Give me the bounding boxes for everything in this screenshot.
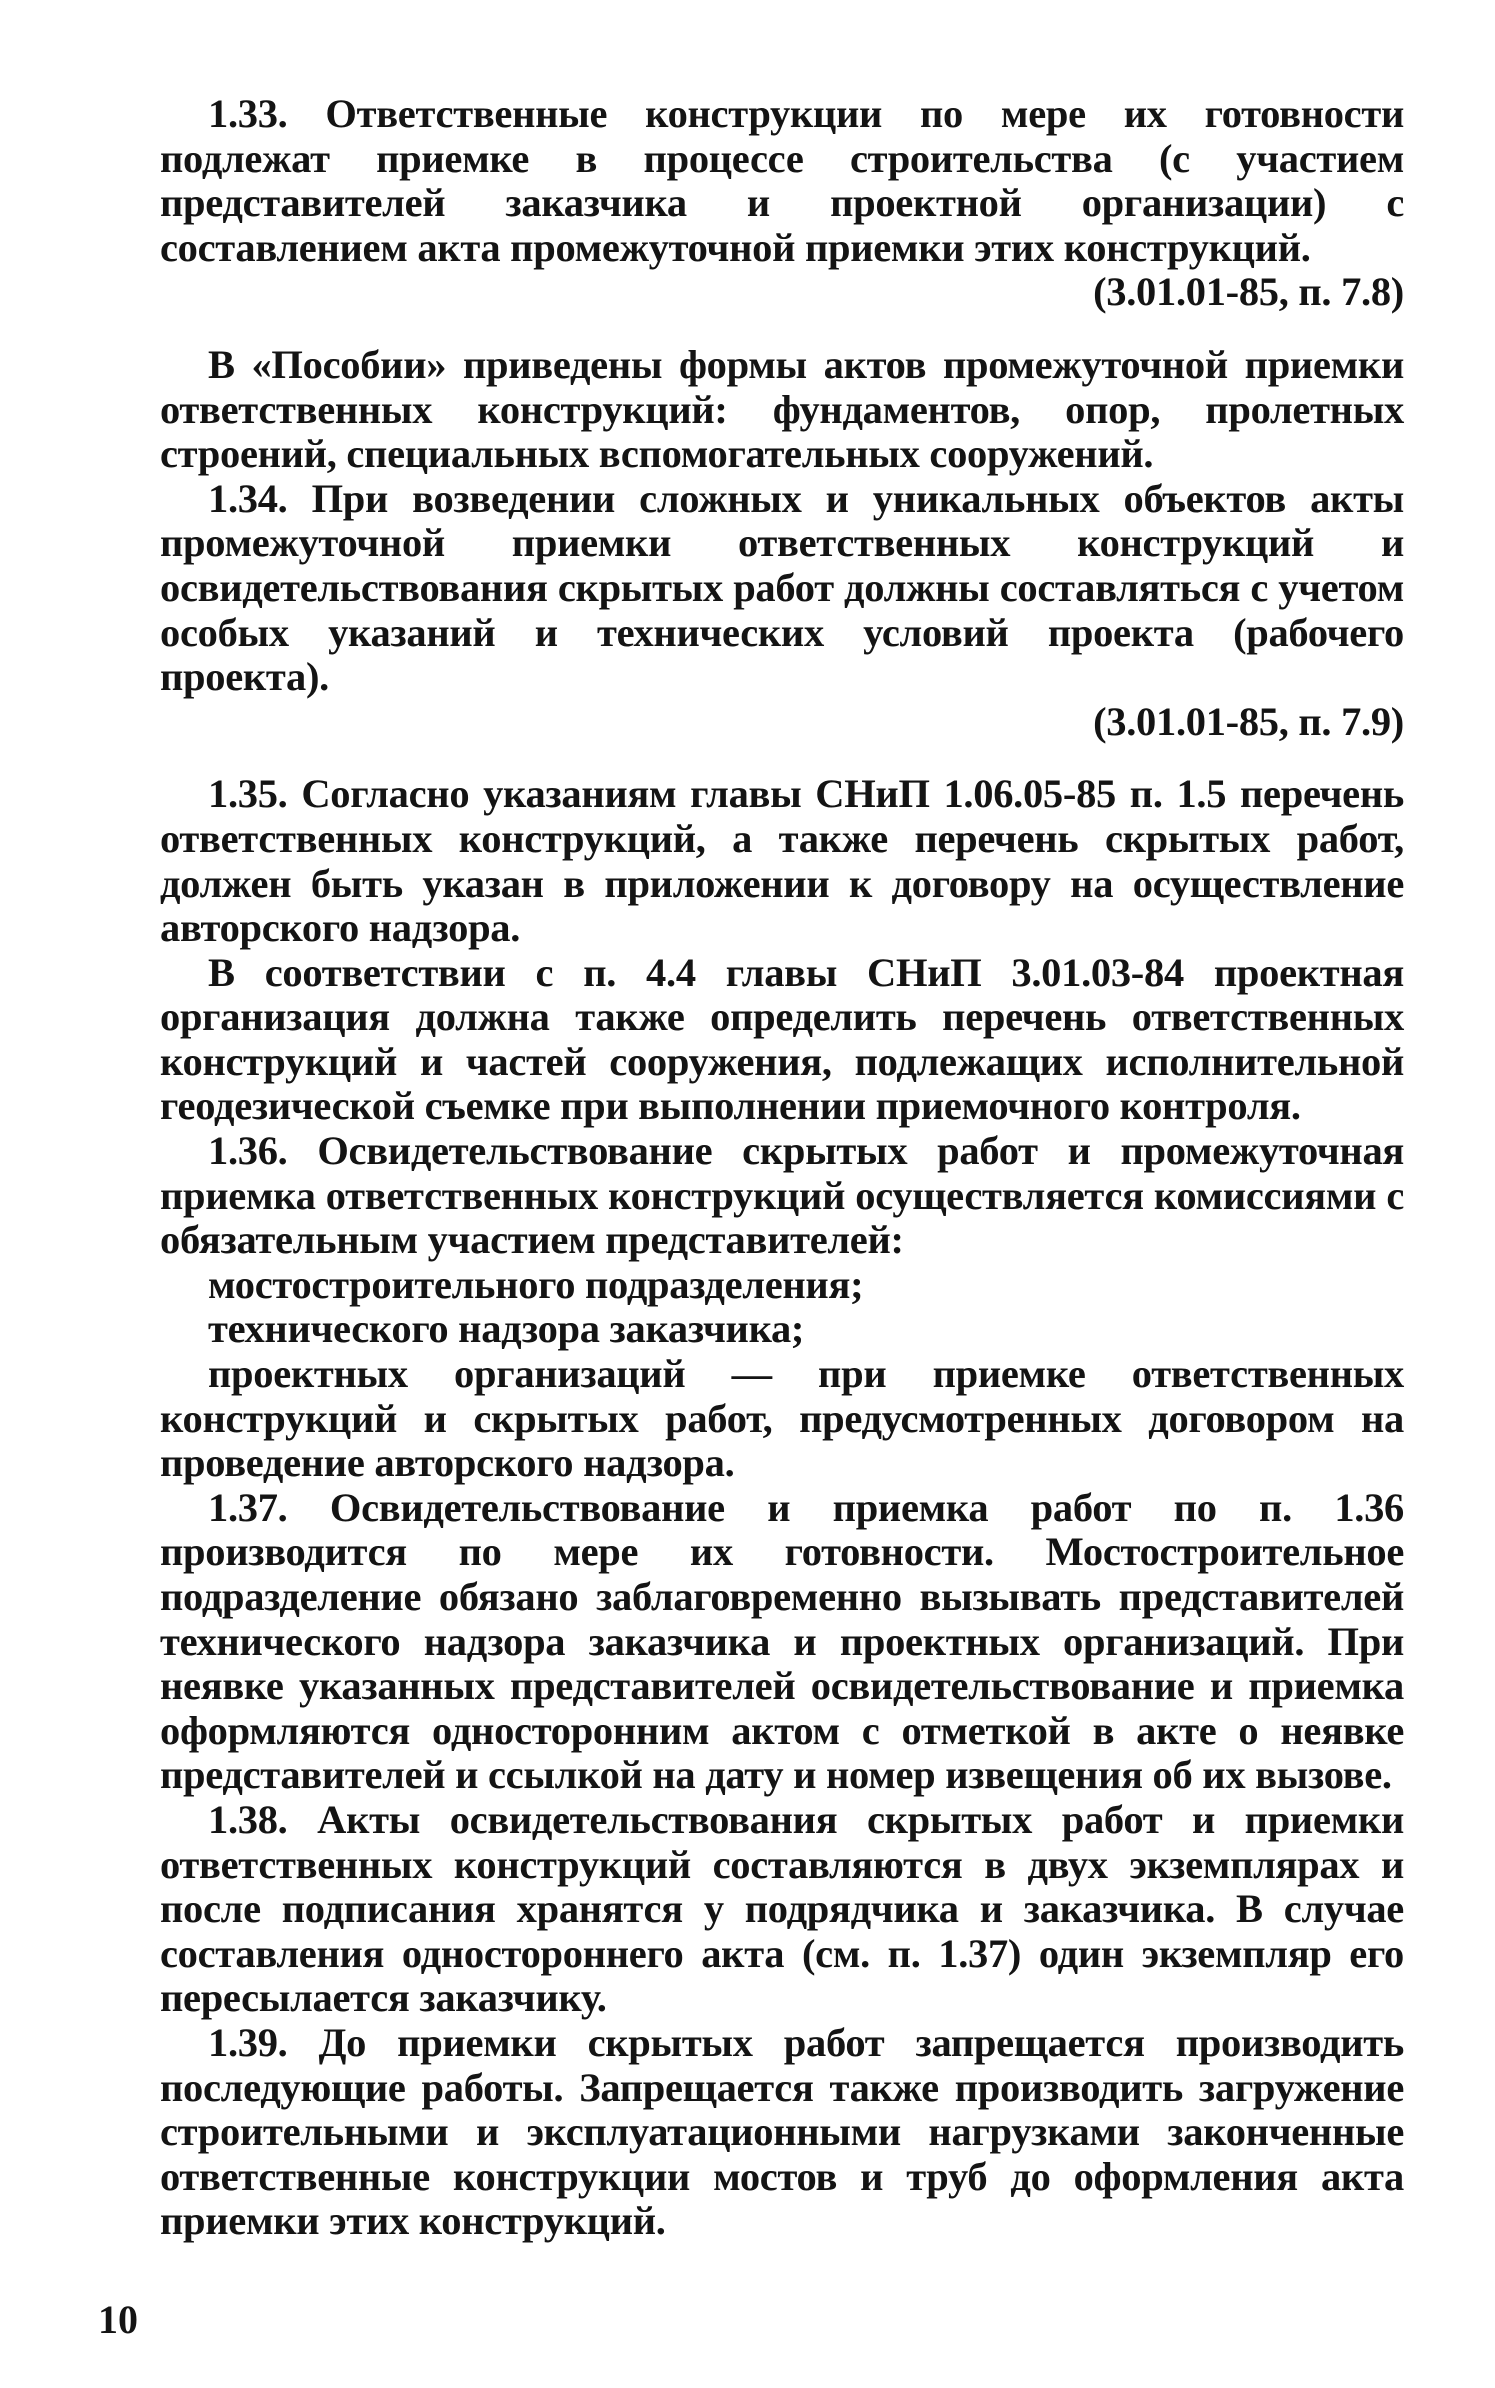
body-text (160, 92, 1404, 2244)
list-item-design-organizations: проектных организаций — при приемке ответственных конструкций и скрытых работ, предусмотренных договором на проведение авторского надзора. (160, 1351, 1404, 1486)
list-item-bridge-division: мостостроительного подразделения; (208, 1261, 864, 1307)
paragraph-1-33: 1.33. Ответственные конструкции по мере их готовности подлежат приемке в процессе строительства (с участием представителей заказчика и проектной организации) с составлением акта промежуточной приемки этих конструкций. (160, 91, 1404, 270)
paragraph-1-39: 1.39. До приемки скрытых работ запрещается производить последующие работы. Запрещается также производить загружение строительными и эксплуатационными нагрузками законченные ответственные конструкции мостов и труб до оформления акта приемки этих конструкций. (160, 2019, 1404, 2244)
paragraph-1-36: 1.36. Освидетельствование скрытых работ и промежуточная приемка ответственных конструкций осуществляется комиссиями с обязательным участием представителей: (160, 1128, 1404, 1263)
reference-snip-7-8: (3.01.01-85, п. 7.8) (1093, 269, 1404, 315)
paragraph-posobie: В «Пособии» приведены формы актов промежуточной приемки ответственных конструкций: фундаментов, опор, пролетных строений, специальных вспомогательных сооружений. (160, 341, 1404, 477)
paragraph-1-35: 1.35. Согласно указаниям главы СНиП 1.06.05-85 п. 1.5 перечень ответственных конструкций, а также перечень скрытых работ, должен быть указан в приложении к договору на осуществление авторского надзора. (160, 771, 1404, 951)
list-item-technical-supervision: технического надзора заказчика; (208, 1306, 805, 1352)
page-number: 10 (98, 2297, 138, 2342)
paragraph-1-34: 1.34. При возведении сложных и уникальных объектов акты промежуточной приемки ответственных конструкций и освидетельствования скрытых работ должны составляться с учетом особых указаний и технических условий проекта (рабочего проекта). (160, 475, 1404, 700)
paragraph-1-38: 1.38. Акты освидетельствования скрытых работ и приемки ответственных конструкций составляются в двух экземплярах и после подписания хранятся у подрядчика и заказчика. В случае составления одностороннего акта (см. п. 1.37) один экземпляр его пересылается заказчику. (160, 1796, 1404, 2021)
paragraph-1-37: 1.37. Освидетельствование и приемка работ по п. 1.36 производится по мере их готовности. Мостостроительное подразделение обязано заблаговременно вызывать представителей технического надзора заказчика и проектных организаций. При неявке указанных представителей освидетельствование и приемка оформляются односторонним актом с отметкой в акте о неявке представителей и ссылкой на дату и номер извещения об их вызове. (160, 1484, 1404, 1798)
paragraph-snip-4-4: В соответствии с п. 4.4 главы СНиП 3.01.03-84 проектная организация должна также определить перечень ответственных конструкций и частей сооружения, подлежащих исполнительной геодезической съемке при выполнении приемочного контроля. (160, 949, 1404, 1129)
reference-snip-7-9: (3.01.01-85, п. 7.9) (1093, 698, 1404, 744)
